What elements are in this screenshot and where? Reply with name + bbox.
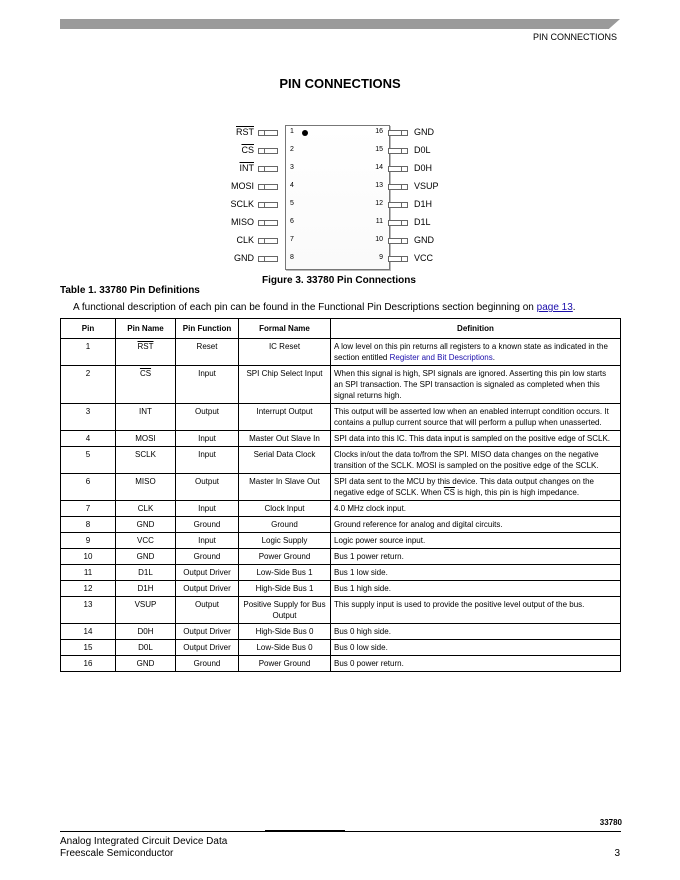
pin-number: 6 bbox=[290, 218, 294, 225]
pin-cell: 1 bbox=[61, 339, 116, 366]
formal-name-cell: Power Ground bbox=[239, 549, 331, 565]
pin-function-cell: Output bbox=[176, 597, 239, 624]
formal-name-cell: Interrupt Output bbox=[239, 404, 331, 431]
pin-lead bbox=[388, 130, 408, 136]
pin-name-left: SCLK bbox=[230, 199, 254, 209]
pin-cell: 8 bbox=[61, 517, 116, 533]
pin-cell: 3 bbox=[61, 404, 116, 431]
table-row bbox=[61, 597, 621, 624]
pin-cell: 2 bbox=[61, 366, 116, 404]
pin-number: 16 bbox=[375, 128, 383, 135]
table-row bbox=[61, 474, 621, 501]
pin-name-text: GND bbox=[136, 659, 155, 668]
pin-cell: 16 bbox=[61, 656, 116, 672]
column-header: Pin Function bbox=[176, 319, 239, 339]
definition-cell bbox=[331, 404, 621, 431]
pin-name-text: D0H bbox=[137, 627, 154, 636]
pin-name-cell bbox=[116, 565, 176, 581]
definition-text: Bus 0 high side. bbox=[334, 627, 391, 636]
pin-name-text: D1H bbox=[137, 584, 154, 593]
pin-name-cell bbox=[116, 624, 176, 640]
pin-name-text: MOSI bbox=[135, 434, 156, 443]
formal-name-cell: Serial Data Clock bbox=[239, 447, 331, 474]
pin-name-cell bbox=[116, 533, 176, 549]
pin-lead bbox=[388, 202, 408, 208]
pin-lead bbox=[258, 148, 278, 154]
definition-text: Logic power source input. bbox=[334, 536, 426, 545]
pin-cell: 6 bbox=[61, 474, 116, 501]
column-header: Definition bbox=[331, 319, 621, 339]
pin-name-cell bbox=[116, 549, 176, 565]
pin-name-left: CLK bbox=[236, 235, 254, 245]
table-row bbox=[61, 447, 621, 474]
definition-end: is high, this pin is high impedance. bbox=[454, 488, 580, 497]
pin-function-cell: Ground bbox=[176, 549, 239, 565]
pin-name-left: $\overline{INT}$ bbox=[239, 163, 254, 173]
definition-text: Bus 0 low side. bbox=[334, 643, 388, 652]
page-number: 3 bbox=[614, 848, 620, 859]
formal-name-cell: Ground bbox=[239, 517, 331, 533]
pin-lead bbox=[388, 166, 408, 172]
pin-function-cell: Output Driver bbox=[176, 624, 239, 640]
pin-function-cell: Reset bbox=[176, 339, 239, 366]
pin-name-left: $\overline{RST}$ bbox=[236, 127, 254, 137]
table-row bbox=[61, 533, 621, 549]
definition-cell bbox=[331, 640, 621, 656]
pin-number: 3 bbox=[290, 164, 294, 171]
pin-lead bbox=[258, 184, 278, 190]
pin-number: 8 bbox=[290, 254, 294, 261]
column-header: Formal Name bbox=[239, 319, 331, 339]
definition-cell bbox=[331, 474, 621, 501]
pin-number: 1 bbox=[290, 128, 294, 135]
pin-name-text: $\overline{CS}$ bbox=[139, 369, 152, 378]
pin-number: 14 bbox=[375, 164, 383, 171]
pin-function-cell: Output Driver bbox=[176, 640, 239, 656]
pin-name-text: INT bbox=[139, 407, 152, 416]
pin-name-text: VSUP bbox=[134, 600, 157, 609]
table-row bbox=[61, 366, 621, 404]
formal-name-cell: High-Side Bus 1 bbox=[239, 581, 331, 597]
pin-function-cell: Ground bbox=[176, 517, 239, 533]
pin-name-cell bbox=[116, 656, 176, 672]
definition-text: 4.0 MHz clock input. bbox=[334, 504, 407, 513]
table-header-row bbox=[61, 319, 621, 339]
footer-accent bbox=[265, 830, 345, 832]
figure-caption: Figure 3. 33780 Pin Connections bbox=[262, 275, 416, 286]
definition-text: Ground reference for analog and digital circuits. bbox=[334, 520, 503, 529]
definition-cell bbox=[331, 447, 621, 474]
footer-line1: Analog Integrated Circuit Device Data bbox=[60, 836, 228, 847]
definition-text: Clocks in/out the data to/from the SPI. MISO data changes on the negative transition of the SCLK. MOSI is sampled on the positive edge of the SCLK. bbox=[334, 450, 599, 470]
definition-signal: $\overline{CS}$ bbox=[443, 488, 455, 497]
table-row bbox=[61, 549, 621, 565]
pin-name-cell bbox=[116, 501, 176, 517]
definition-text: Bus 1 high side. bbox=[334, 584, 391, 593]
table-row bbox=[61, 517, 621, 533]
definition-cell bbox=[331, 501, 621, 517]
pin-lead bbox=[388, 148, 408, 154]
pin-function-cell: Input bbox=[176, 533, 239, 549]
pin-number: 9 bbox=[379, 254, 383, 261]
pin-name-cell bbox=[116, 581, 176, 597]
table-row bbox=[61, 501, 621, 517]
footer-line2: Freescale Semiconductor bbox=[60, 848, 174, 859]
pin-cell: 4 bbox=[61, 431, 116, 447]
definition-end: . bbox=[492, 353, 495, 362]
pin-function-cell: Output Driver bbox=[176, 565, 239, 581]
pin-lead bbox=[258, 256, 278, 262]
pin-lead bbox=[388, 256, 408, 262]
table-row bbox=[61, 624, 621, 640]
pin-number: 10 bbox=[375, 236, 383, 243]
pin-cell: 14 bbox=[61, 624, 116, 640]
definition-text: Bus 1 power return. bbox=[334, 552, 404, 561]
pin-name-left: GND bbox=[234, 253, 254, 263]
formal-name-cell: Positive Supply for Bus Output bbox=[239, 597, 331, 624]
pin-name-text: D0L bbox=[138, 643, 153, 652]
pin-number: 4 bbox=[290, 182, 294, 189]
pin-cell: 10 bbox=[61, 549, 116, 565]
pin-definitions-table bbox=[60, 318, 621, 672]
pin-name-right: GND bbox=[414, 127, 434, 137]
table-row bbox=[61, 640, 621, 656]
table-row bbox=[61, 431, 621, 447]
pin-name-text: $\overline{RST}$ bbox=[137, 342, 154, 351]
formal-name-cell: IC Reset bbox=[239, 339, 331, 366]
pin-lead bbox=[258, 166, 278, 172]
pin-function-cell: Ground bbox=[176, 656, 239, 672]
pin-name-right: VCC bbox=[414, 253, 434, 263]
pin-function-cell: Output bbox=[176, 474, 239, 501]
table-row bbox=[61, 656, 621, 672]
pin-name-text: VCC bbox=[137, 536, 154, 545]
pin-cell: 9 bbox=[61, 533, 116, 549]
definition-cell bbox=[331, 533, 621, 549]
pin-function-cell: Input bbox=[176, 447, 239, 474]
pin-name-text: MISO bbox=[135, 477, 156, 486]
pin-lead bbox=[258, 220, 278, 226]
pin-name-left: MISO bbox=[230, 217, 254, 227]
section-header: PIN CONNECTIONS bbox=[532, 32, 617, 42]
pin-function-cell: Input bbox=[176, 431, 239, 447]
pin-lead bbox=[388, 184, 408, 190]
column-header: Pin bbox=[61, 319, 116, 339]
table-row bbox=[61, 581, 621, 597]
pin-name-right: D0L bbox=[414, 145, 431, 155]
pin-name-cell bbox=[116, 431, 176, 447]
intro-text: A functional description of each pin can be found in the Functional Pin Descriptions section beginning on page 13. bbox=[73, 302, 576, 313]
pin-name-cell bbox=[116, 640, 176, 656]
pin-name-cell bbox=[116, 404, 176, 431]
pin-name-cell bbox=[116, 339, 176, 366]
pin-name-cell bbox=[116, 597, 176, 624]
formal-name-cell: Low-Side Bus 1 bbox=[239, 565, 331, 581]
pin-name-right: D1L bbox=[414, 217, 431, 227]
definition-text: A low level on this pin returns all registers to a known state as indicated in the section entitled bbox=[334, 342, 608, 362]
pin-name-text: GND bbox=[136, 552, 155, 561]
pin-function-cell: Output Driver bbox=[176, 581, 239, 597]
pin-lead bbox=[388, 238, 408, 244]
definition-cell bbox=[331, 549, 621, 565]
pin1-marker bbox=[302, 130, 308, 136]
header-bar bbox=[60, 19, 620, 29]
definition-cell bbox=[331, 581, 621, 597]
table-row bbox=[61, 404, 621, 431]
pin-name-text: CLK bbox=[137, 504, 154, 513]
definition-cell bbox=[331, 366, 621, 404]
formal-name-cell: Power Ground bbox=[239, 656, 331, 672]
pin-name-right: VSUP bbox=[414, 181, 439, 191]
pin-lead bbox=[258, 202, 278, 208]
pin-cell: 15 bbox=[61, 640, 116, 656]
pin-name-text: D1L bbox=[138, 568, 153, 577]
pin-cell: 7 bbox=[61, 501, 116, 517]
page-title: PIN CONNECTIONS bbox=[279, 76, 401, 91]
pin-name-left: MOSI bbox=[230, 181, 254, 191]
definition-text: This output will be asserted low when an enabled interrupt condition occurs. It contains a pullup current source that will perform a pullup when unasserted. bbox=[334, 407, 609, 427]
pin-number: 15 bbox=[375, 146, 383, 153]
pin-name-cell bbox=[116, 366, 176, 404]
table-row bbox=[61, 339, 621, 366]
formal-name-cell: Clock Input bbox=[239, 501, 331, 517]
pin-function-cell: Output bbox=[176, 404, 239, 431]
definition-link[interactable]: Register and Bit Descriptions bbox=[389, 353, 493, 362]
pin-lead bbox=[258, 238, 278, 244]
definition-text: This supply input is used to provide the positive level output of the bus. bbox=[334, 600, 585, 609]
definition-text: SPI data into this IC. This data input is sampled on the positive edge of SCLK. bbox=[334, 434, 611, 443]
definition-cell bbox=[331, 597, 621, 624]
pin-name-right: D0H bbox=[414, 163, 433, 173]
pin-number: 5 bbox=[290, 200, 294, 207]
formal-name-cell: Master Out Slave In bbox=[239, 431, 331, 447]
pin-name-right: D1H bbox=[414, 199, 433, 209]
formal-name-cell: SPI Chip Select Input bbox=[239, 366, 331, 404]
definition-text: Bus 0 power return. bbox=[334, 659, 404, 668]
pin-number: 11 bbox=[375, 218, 383, 225]
pin-cell: 5 bbox=[61, 447, 116, 474]
pin-function-cell: Input bbox=[176, 366, 239, 404]
definition-text: Bus 1 low side. bbox=[334, 568, 388, 577]
pin-lead bbox=[258, 130, 278, 136]
pin-name-text: GND bbox=[136, 520, 155, 529]
part-number: 33780 bbox=[599, 818, 622, 827]
pin-name-cell bbox=[116, 517, 176, 533]
definition-cell bbox=[331, 565, 621, 581]
formal-name-cell: Low-Side Bus 0 bbox=[239, 640, 331, 656]
pin-number: 7 bbox=[290, 236, 294, 243]
definition-cell bbox=[331, 624, 621, 640]
formal-name-cell: High-Side Bus 0 bbox=[239, 624, 331, 640]
table-row bbox=[61, 565, 621, 581]
definition-text: When this signal is high, SPI signals are ignored. Asserting this pin low starts an SPI transaction. The SPI transaction is signaled as completed when this signal returns high. bbox=[334, 369, 607, 400]
pin-function-cell: Input bbox=[176, 501, 239, 517]
formal-name-cell: Logic Supply bbox=[239, 533, 331, 549]
pin-number: 2 bbox=[290, 146, 294, 153]
pin-number: 12 bbox=[375, 200, 383, 207]
pin-number: 13 bbox=[375, 182, 383, 189]
pin-name-cell bbox=[116, 474, 176, 501]
definition-cell bbox=[331, 517, 621, 533]
definition-text: SPI data sent to the MCU by this device. This data output changes on the negative edge of SCLK. When bbox=[334, 477, 595, 497]
pin-name-cell bbox=[116, 447, 176, 474]
formal-name-cell: Master In Slave Out bbox=[239, 474, 331, 501]
pin-name-right: GND bbox=[414, 235, 434, 245]
definition-cell bbox=[331, 339, 621, 366]
pin-cell: 12 bbox=[61, 581, 116, 597]
table-caption: Table 1. 33780 Pin Definitions bbox=[60, 285, 200, 296]
pin-name-text: SCLK bbox=[135, 450, 156, 459]
pin-cell: 11 bbox=[61, 565, 116, 581]
pin-lead bbox=[388, 220, 408, 226]
definition-cell bbox=[331, 431, 621, 447]
definition-cell bbox=[331, 656, 621, 672]
pin-cell: 13 bbox=[61, 597, 116, 624]
pin-name-left: $\overline{CS}$ bbox=[241, 145, 254, 155]
page-link[interactable]: page 13 bbox=[536, 302, 573, 313]
column-header: Pin Name bbox=[116, 319, 176, 339]
